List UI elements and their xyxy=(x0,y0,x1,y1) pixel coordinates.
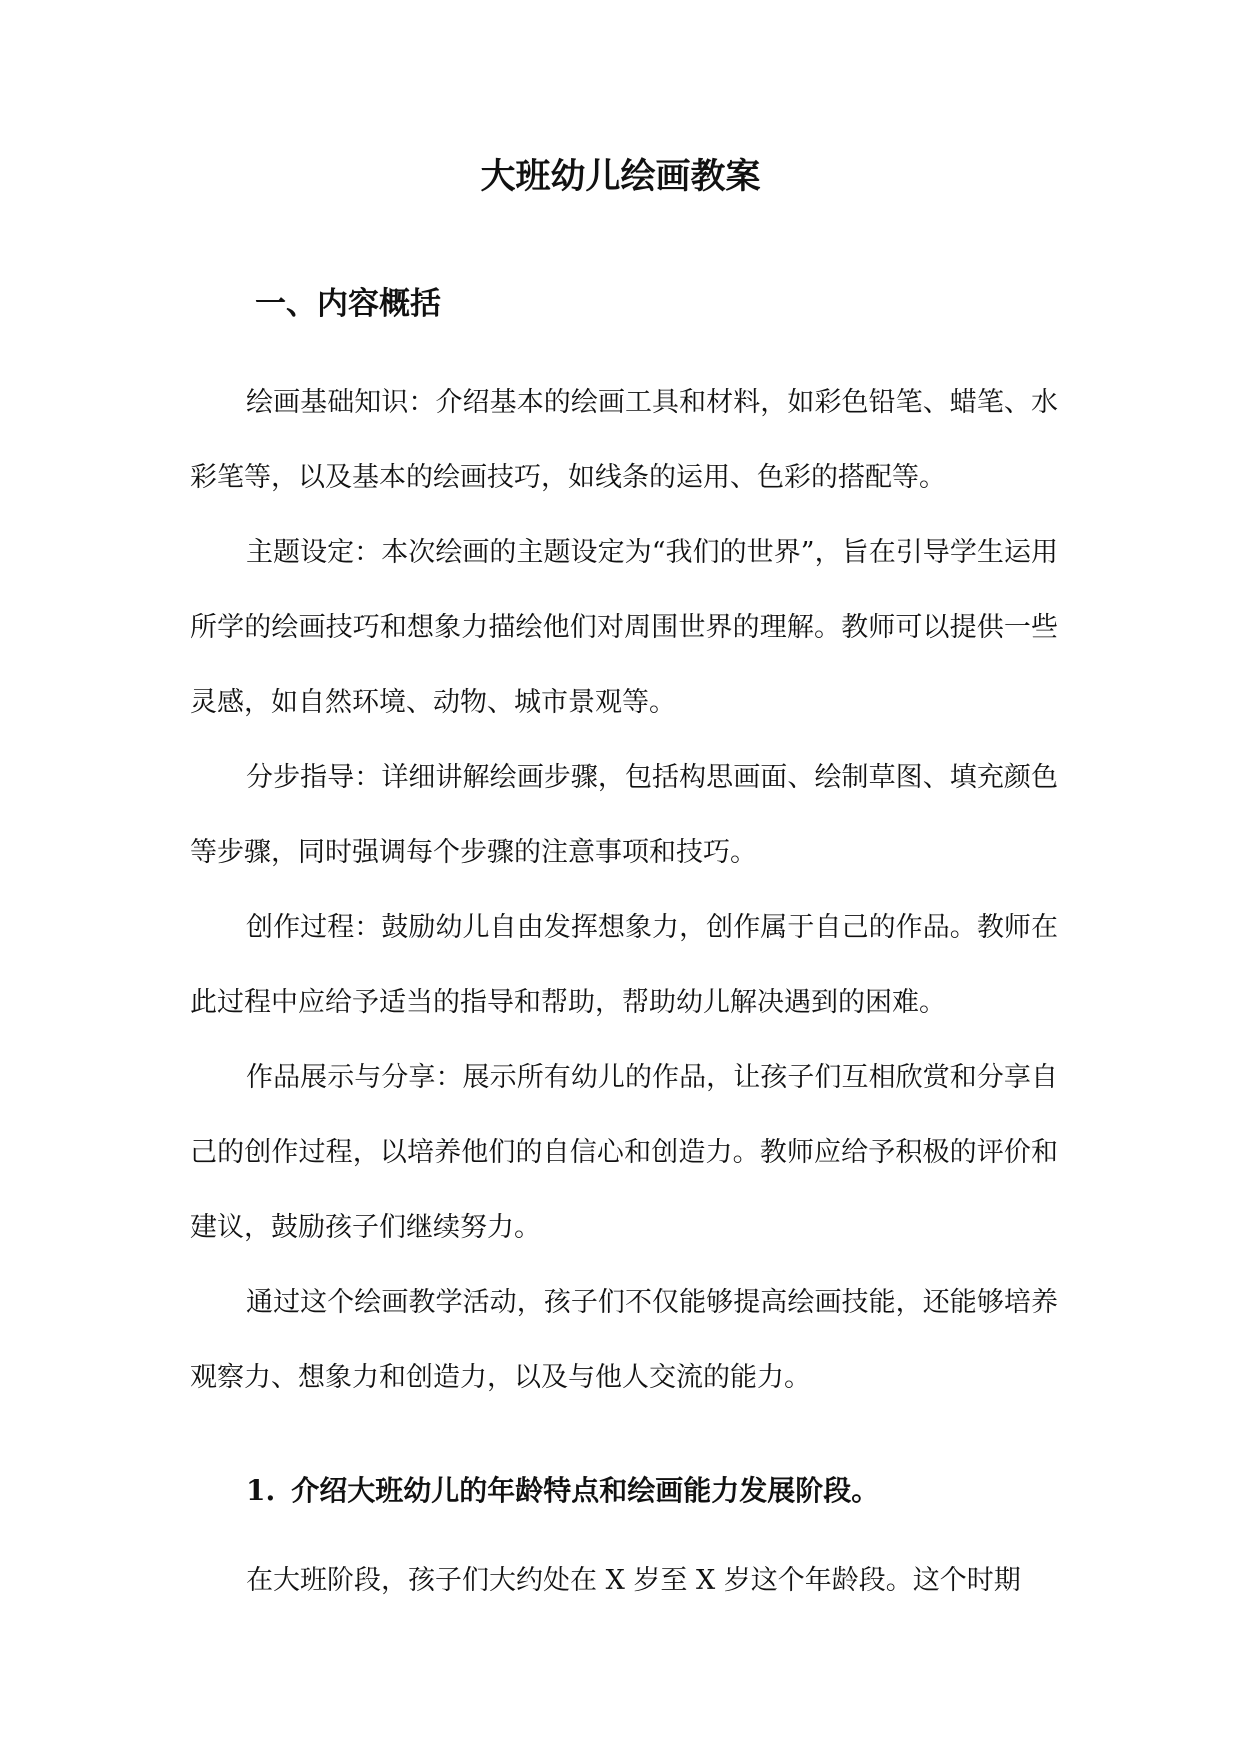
paragraph-basics: 绘画基础知识：介绍基本的绘画工具和材料，如彩色铅笔、蜡笔、水彩笔等，以及基本的绘画技巧，如线条的运用、色彩的搭配等。 xyxy=(190,387,1058,493)
document-title: 大班幼儿绘画教案 xyxy=(480,156,761,197)
subheading-1 xyxy=(246,1467,879,1515)
section-heading: 一、内容概括 xyxy=(255,286,441,322)
paragraph-summary: 通过这个绘画教学活动，孩子们不仅能够提高绘画技能，还能够培养观察力、想象力和创造力，以及与他人交流的能力。 xyxy=(190,1287,1058,1393)
paragraph-theme: 主题设定：本次绘画的主题设定为“我们的世界”，旨在引导学生运用所学的绘画技巧和想象力描绘他们对周围世界的理解。教师可以提供一些灵感，如自然环境、动物、城市景观等。 xyxy=(190,537,1058,718)
subheading-number: 1. xyxy=(246,1474,276,1507)
subheading-text: 介绍大班幼儿的年龄特点和绘画能力发展阶段。 xyxy=(291,1474,880,1507)
paragraph-age-stage: 在大班阶段，孩子们大约处在 X 岁至 X 岁这个年龄段。这个时期 xyxy=(246,1565,1021,1596)
paragraph-showcase: 作品展示与分享：展示所有幼儿的作品，让孩子们互相欣赏和分享自己的创作过程，以培养他们的自信心和创造力。教师应给予积极的评价和建议，鼓励孩子们继续努力。 xyxy=(190,1062,1058,1243)
paragraph-steps: 分步指导：详细讲解绘画步骤，包括构思画面、绘制草图、填充颜色等步骤，同时强调每个步骤的注意事项和技巧。 xyxy=(190,762,1058,868)
paragraph-creation: 创作过程：鼓励幼儿自由发挥想象力，创作属于自己的作品。教师在此过程中应给予适当的指导和帮助，帮助幼儿解决遇到的困难。 xyxy=(190,912,1058,1018)
